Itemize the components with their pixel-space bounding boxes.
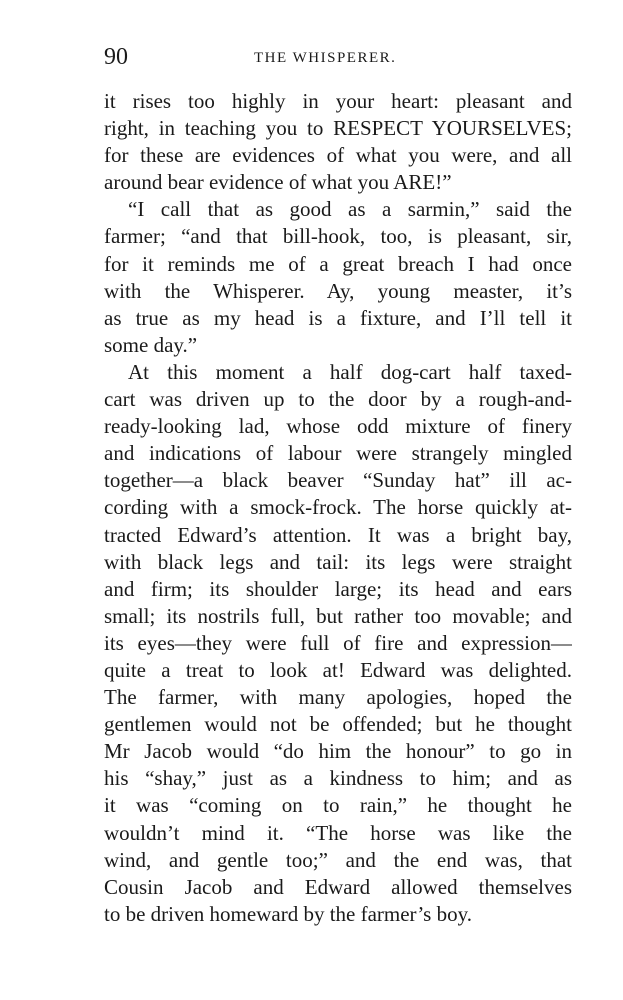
text-line: farmer; “and that bill-hook, too, is pleasant, sir,	[104, 224, 572, 249]
page-number: 90	[104, 44, 128, 70]
text-line: At this moment a half dog-cart half taxed-	[128, 359, 572, 384]
text-line: and firm; its shoulder large; its head and ears	[104, 576, 572, 601]
page-header	[104, 44, 574, 84]
text-line: as true as my head is a fixture, and I’ll tell it	[104, 305, 572, 330]
text-line: wouldn’t mind it. “The horse was like the	[104, 820, 572, 845]
text-line: gentlemen would not be offended; but he thought	[104, 712, 572, 737]
text-line: ready-looking lad, whose odd mixture of finery	[104, 414, 572, 439]
text-line: “I call that as good as a sarmin,” said the	[128, 197, 572, 222]
running-head: THE WHISPERER.	[254, 50, 397, 66]
text-line: some day.”	[104, 332, 198, 357]
text-line: quite a treat to look at! Edward was delighted.	[104, 657, 572, 682]
text-line: around bear evidence of what you ARE!”	[104, 170, 452, 195]
text-line: his “shay,” just as a kindness to him; and as	[104, 766, 572, 791]
text-line: right, in teaching you to RESPECT YOURSELVES;	[104, 116, 572, 141]
text-line: wind, and gentle too;” and the end was, that	[104, 847, 572, 872]
text-line: and indications of labour were strangely mingled	[104, 441, 572, 466]
text-line: it was “coming on to rain,” he thought he	[104, 793, 572, 818]
text-line: The farmer, with many apologies, hoped the	[104, 685, 572, 710]
body-text	[104, 88, 572, 928]
text-line: for it reminds me of a great breach I had once	[104, 251, 572, 276]
text-line: together—a black beaver “Sunday hat” ill ac-	[104, 468, 572, 493]
text-line: Mr Jacob would “do him the honour” to go in	[104, 739, 572, 764]
text-line: Cousin Jacob and Edward allowed themselves	[104, 874, 572, 899]
text-line: with black legs and tail: its legs were straight	[104, 549, 572, 574]
text-line: cart was driven up to the door by a rough-and-	[104, 387, 572, 412]
text-line: its eyes—they were full of fire and expression—	[104, 630, 572, 655]
text-line: small; its nostrils full, but rather too movable; and	[104, 603, 572, 628]
text-line: for these are evidences of what you were, and all	[104, 143, 572, 168]
text-line: tracted Edward’s attention. It was a bright bay,	[104, 522, 572, 547]
text-line: with the Whisperer. Ay, young measter, it’s	[104, 278, 572, 303]
text-line: to be driven homeward by the farmer’s boy.	[104, 901, 472, 926]
text-line: it rises too highly in your heart: pleasant and	[104, 89, 572, 113]
text-line: cording with a smock-frock. The horse quickly at-	[104, 495, 572, 520]
